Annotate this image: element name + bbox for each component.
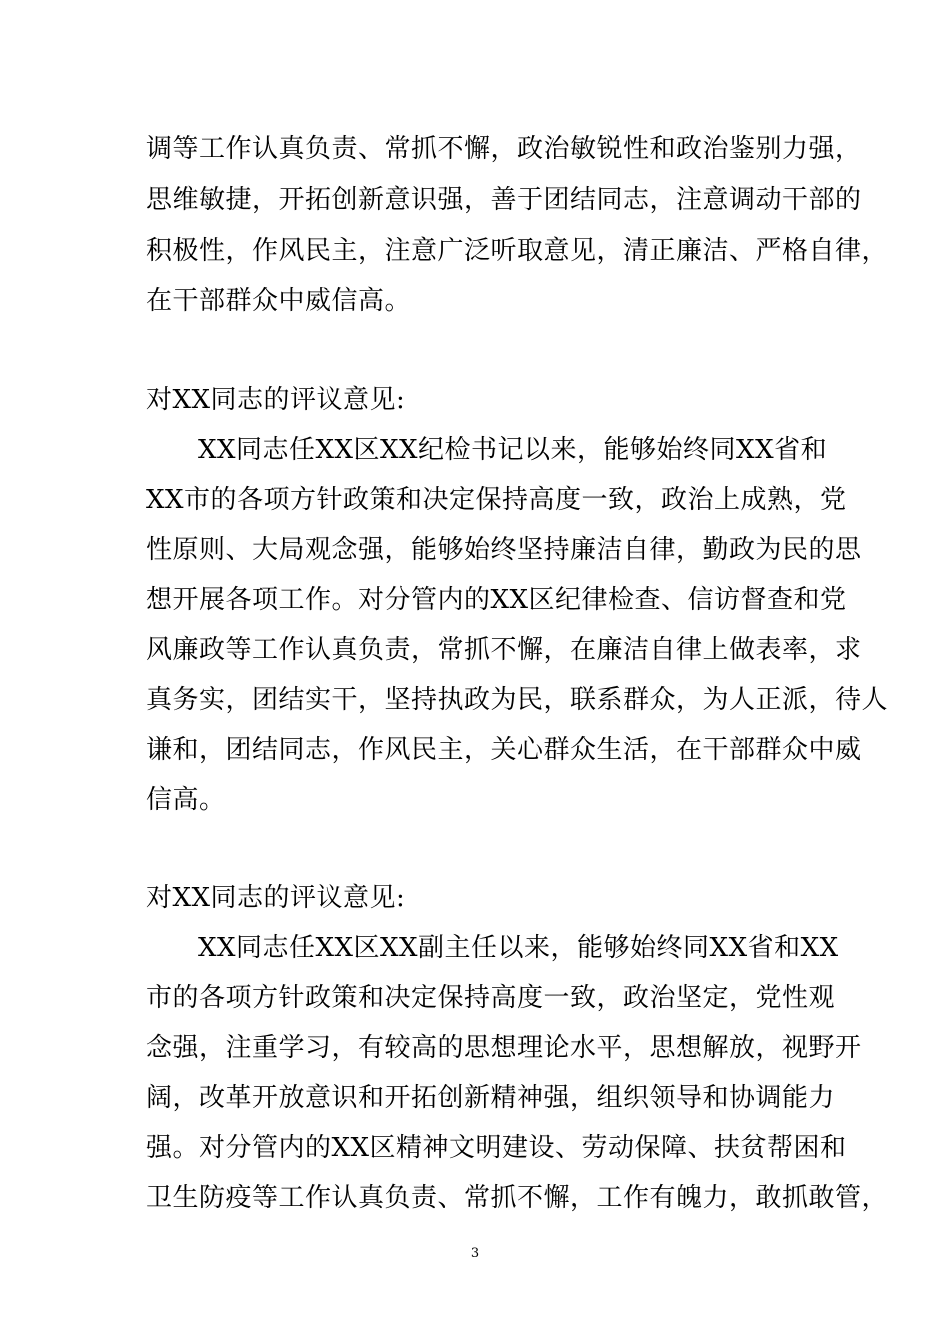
paragraph-line: 市的各项方针政策和决定保持高度一致，政治坚定，党性观 <box>146 983 836 1013</box>
section-heading: 对XX同志的评议意见: <box>146 883 406 913</box>
page-number: 3 <box>470 1246 480 1261</box>
paragraph-line: 阔，改革开放意识和开拓创新精神强，组织领导和协调能力 <box>146 1083 836 1113</box>
paragraph-line-first: XX同志任XX区XX纪检书记以来，能够始终同XX省和 <box>198 435 828 465</box>
paragraph-line: 真务实，团结实干，坚持执政为民，联系群众，为人正派，待人 <box>146 685 889 715</box>
paragraph-line-last: 在干部群众中威信高。 <box>146 286 412 316</box>
paragraph-line: 思维敏捷，开拓创新意识强，善于团结同志，注意调动干部的 <box>146 185 862 215</box>
paragraph-line: 谦和，团结同志，作风民主，关心群众生活，在干部群众中威 <box>146 735 862 765</box>
paragraph-line-last: 信高。 <box>146 785 226 815</box>
paragraph-line: 积极性，作风民主，注意广泛听取意见，清正廉洁、严格自律， <box>146 236 889 266</box>
paragraph-line-first: XX同志任XX区XX副主任以来，能够始终同XX省和XX <box>198 933 839 963</box>
paragraph-line: 强。对分管内的XX区精神文明建设、劳动保障、扶贫帮困和 <box>146 1133 847 1163</box>
paragraph-line: 调等工作认真负责、常抓不懈，政治敏锐性和政治鉴别力强， <box>146 134 862 164</box>
paragraph-line: 念强，注重学习，有较高的思想理论水平，思想解放，视野开 <box>146 1033 862 1063</box>
section-heading: 对XX同志的评议意见: <box>146 385 406 415</box>
paragraph-line: 风廉政等工作认真负责，常抓不懈，在廉洁自律上做表率，求 <box>146 635 862 665</box>
paragraph-line: 性原则、大局观念强，能够始终坚持廉洁自律，勤政为民的思 <box>146 535 862 565</box>
paragraph-line: 想开展各项工作。对分管内的XX区纪律检查、信访督查和党 <box>146 585 847 615</box>
paragraph-line: XX市的各项方针政策和决定保持高度一致，政治上成熟，党 <box>146 485 847 515</box>
paragraph-line: 卫生防疫等工作认真负责、常抓不懈，工作有魄力，敢抓敢管， <box>146 1183 889 1213</box>
